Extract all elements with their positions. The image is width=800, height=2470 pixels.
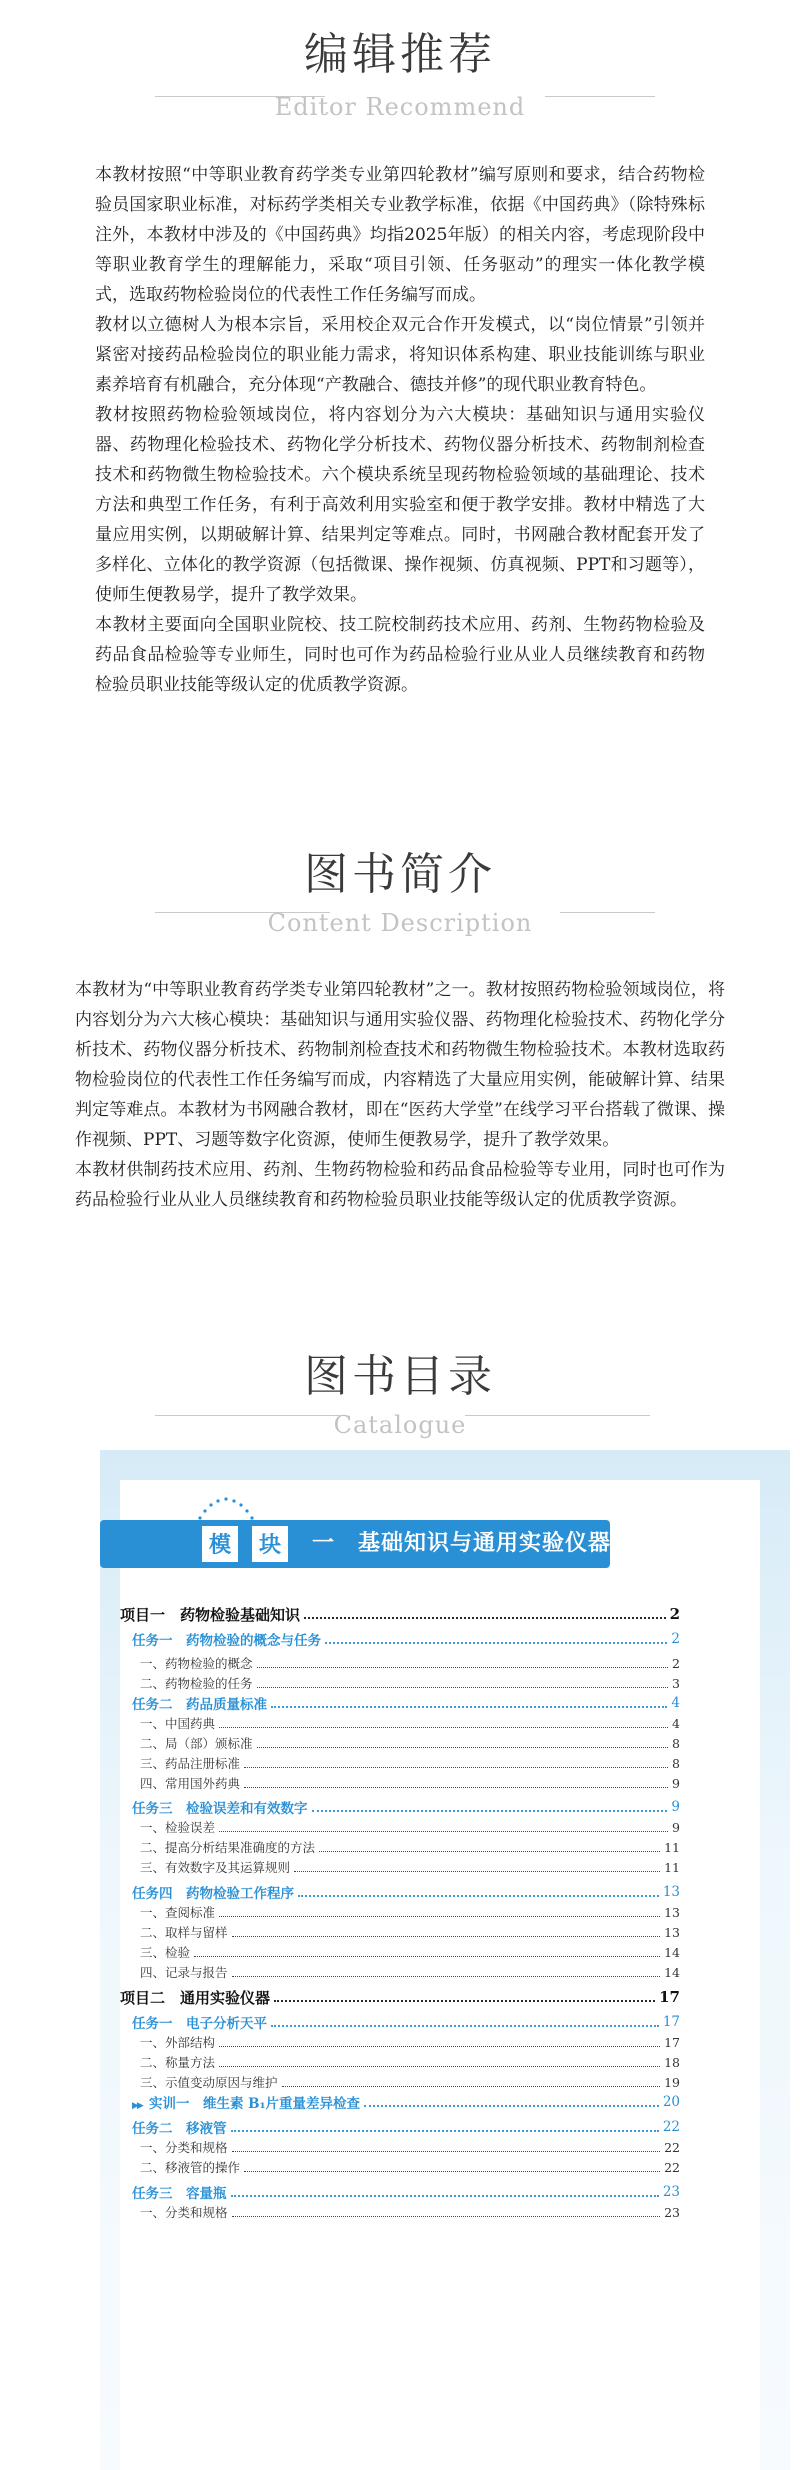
editor-recommend-text	[95, 160, 705, 700]
toc-page-number: 2	[672, 1655, 680, 1671]
toc-leader-dots	[232, 2216, 661, 2217]
toc-entry-label: 四、常用国外药典	[140, 1776, 241, 1791]
toc-page-number: 3	[672, 1675, 680, 1691]
toc-entry-label: 项目二 通用实验仪器	[120, 1988, 271, 2007]
toc-page-number: 13	[662, 1884, 680, 1900]
toc-leader-dots	[244, 1767, 668, 1768]
toc-entry-label: 一、分类和规格	[140, 2205, 228, 2220]
toc-entry	[120, 1771, 680, 1795]
toc-page-number: 4	[671, 1695, 680, 1711]
toc-leader-dots	[219, 1916, 660, 1917]
editor-paragraph: 本教材主要面向全国职业院校、技工院校制药技术应用、药剂、生物药物检验及药品食品检验等专业师生，同时也可作为药品检验行业从业人员继续教育和药物检验员职业技能等级认定的优质教学资源。	[95, 615, 705, 695]
toc-entry-label: 四、记录与报告	[140, 1965, 228, 1980]
decorative-dots-icon	[196, 1492, 256, 1522]
toc-entry-label: 任务二 药品质量标准	[132, 1697, 267, 1713]
toc-leader-dots	[219, 1831, 668, 1832]
toc-leader-dots	[257, 1687, 669, 1688]
toc-leader-dots	[231, 2195, 659, 2197]
toc-leader-dots	[219, 1727, 668, 1728]
toc-entry	[120, 1985, 680, 2009]
editor-paragraph: 教材以立德树人为根本宗旨，采用校企双元合作开发模式，以“岗位情景”引领并紧密对接药品检验岗位的职业能力需求，将知识体系构建、职业技能训练与职业素养培育有机融合，充分体现“产教融合、德技并修”的现代职业教育特色。	[95, 315, 705, 395]
toc-entry-label	[120, 2092, 360, 2112]
toc-entry-label: 二、取样与留样	[140, 1925, 228, 1940]
toc-page-number: 11	[664, 1859, 680, 1875]
catalogue-section-subtitle: Catalogue	[333, 1411, 467, 1439]
toc-entry-label: 一、查阅标准	[140, 1905, 216, 1920]
intro-section-subtitle: Content Description	[267, 909, 533, 937]
toc-page-number: 13	[664, 1924, 680, 1940]
double-arrow-icon: ▶▶	[132, 2101, 143, 2111]
toc-entry-label: 三、药品注册标准	[140, 1756, 241, 1771]
toc-leader-dots	[194, 1956, 660, 1957]
toc-entry	[120, 1627, 680, 1651]
toc-page-number: 9	[672, 1775, 680, 1791]
toc-entry-label: 三、有效数字及其运算规则	[140, 1860, 291, 1875]
toc-page-number: 18	[664, 2054, 680, 2070]
toc-entry	[120, 1855, 680, 1879]
toc-page-number: 20	[662, 2094, 680, 2110]
intro-section-title: 图书简介	[304, 849, 496, 900]
toc-entry-label: 项目一 药物检验基础知识	[120, 1605, 301, 1624]
toc-leader-dots	[294, 1871, 660, 1872]
toc-leader-dots	[257, 1747, 669, 1748]
toc-page-number: 23	[662, 2184, 680, 2200]
toc-leader-dots	[232, 1976, 661, 1977]
toc-entry-label: 三、检验	[140, 1945, 191, 1960]
toc-page-number: 17	[662, 2014, 680, 2030]
toc-entry-label: 三、示值变动原因与维护	[140, 2075, 278, 2090]
module-title: 一 基础知识与通用实验仪器	[312, 1531, 612, 1556]
toc-entry	[120, 2090, 680, 2114]
toc-page-number: 8	[672, 1735, 680, 1751]
editor-paragraph: 本教材按照“中等职业教育药学类专业第四轮教材”编写原则和要求，结合药物检验员国家职业标准，对标药学类相关专业教学标准，依据《中国药典》（除特殊标注外，本教材中涉及的《中国药典》均指2025年版）的相关内容，考虑现阶段中等职业教育学生的理解能力，采取“项目引领、任务驱动”的理实一体化教学模式，选取药物检验岗位的代表性工作任务编写而成。	[95, 165, 705, 305]
editor-section-subtitle: Editor Recommend	[274, 93, 526, 121]
editor-section-title: 编辑推荐	[304, 29, 496, 80]
toc-leader-dots	[232, 2151, 661, 2152]
toc-page-number: 23	[664, 2204, 680, 2220]
toc-entry-label: 二、药物检验的任务	[140, 1676, 253, 1691]
toc-leader-dots	[231, 2130, 659, 2132]
toc-entry-label: 一、中国药典	[140, 1716, 216, 1731]
toc-leader-dots	[219, 2046, 660, 2047]
toc-entry	[120, 1960, 680, 1984]
toc-page-number: 4	[672, 1715, 680, 1731]
toc-leader-dots	[271, 2025, 659, 2027]
toc-entry-label: 二、提高分析结果准确度的方法	[140, 1840, 316, 1855]
toc-leader-dots	[304, 1617, 666, 1619]
toc-leader-dots	[232, 1936, 661, 1937]
toc-page-number: 17	[659, 1988, 680, 2006]
toc-entry	[120, 2155, 680, 2179]
toc-leader-dots	[312, 1810, 668, 1812]
toc-entry	[120, 1602, 680, 1626]
toc-entry-text: 实训一 维生素 B₁片重量差异检查	[148, 2096, 361, 2112]
content-description-text	[75, 975, 725, 1215]
toc-entry-label: 任务一 电子分析天平	[132, 2016, 267, 2032]
toc-page-number: 22	[664, 2159, 680, 2175]
toc-leader-dots	[364, 2105, 659, 2107]
toc-page-number: 8	[672, 1755, 680, 1771]
toc-entry-label: 一、药物检验的概念	[140, 1656, 253, 1671]
toc-page-number: 19	[664, 2074, 680, 2090]
toc-leader-dots	[271, 1706, 667, 1708]
module-char-box: 模	[200, 1524, 240, 1564]
toc-page-number: 22	[662, 2119, 680, 2135]
toc-entry-label: 一、外部结构	[140, 2035, 216, 2050]
toc-entry-label: 一、分类和规格	[140, 2140, 228, 2155]
toc-entry-label: 任务二 移液管	[132, 2121, 227, 2137]
toc-entry-label: 二、称量方法	[140, 2055, 216, 2070]
toc-page-number: 17	[664, 2034, 680, 2050]
catalogue-section-title: 图书目录	[304, 1351, 496, 1402]
intro-paragraph: 本教材为“中等职业教育药学类专业第四轮教材”之一。教材按照药物检验领域岗位，将内容划分为六大核心模块：基础知识与通用实验仪器、药物理化检验技术、药物化学分析技术、药物仪器分析技术、药物制剂检查技术和药物微生物检验技术。本教材选取药物检验岗位的代表性工作任务编写而成，内容精选了大量应用实例，能破解计算、结果判定等难点。本教材为书网融合教材，即在“医药大学堂”在线学习平台搭载了微课、操作视频、PPT、习题等数字化资源，使师生便教易学，提升了教学效果。	[75, 980, 725, 1150]
toc-page-number: 14	[664, 1964, 680, 1980]
toc-page-number: 2	[671, 1631, 680, 1647]
toc-entry-label: 任务三 检验误差和有效数字	[132, 1801, 308, 1817]
toc-page-number: 13	[664, 1904, 680, 1920]
toc-leader-dots	[244, 1787, 668, 1788]
toc-page-number: 11	[664, 1839, 680, 1855]
toc-entry-label: 任务三 容量瓶	[132, 2186, 227, 2202]
toc-leader-dots	[319, 1851, 660, 1852]
editor-paragraph: 教材按照药物检验领域岗位，将内容划分为六大模块：基础知识与通用实验仪器、药物理化检验技术、药物化学分析技术、药物仪器分析技术、药物制剂检查技术和药物微生物检验技术。六个模块系统呈现药物检验领域的基础理论、技术方法和典型工作任务，有利于高效利用实验室和便于教学安排。教材中精选了大量应用实例，以期破解计算、结果判定等难点。同时，书网融合教材配套开发了多样化、立体化的教学资源（包括微课、操作视频、仿真视频、PPT和习题等），使师生便教易学，提升了教学效果。	[95, 405, 705, 605]
toc-leader-dots	[325, 1642, 667, 1644]
toc-leader-dots	[219, 2066, 660, 2067]
toc-page-number: 2	[669, 1605, 680, 1623]
intro-paragraph: 本教材供制药技术应用、药剂、生物药物检验和药品食品检验等专业用，同时也可作为药品检验行业从业人员继续教育和药物检验员职业技能等级认定的优质教学资源。	[75, 1160, 725, 1210]
toc-page-number: 9	[672, 1819, 680, 1835]
module-char-box: 块	[250, 1524, 290, 1564]
toc-leader-dots	[274, 2000, 655, 2002]
toc-page-number: 22	[664, 2139, 680, 2155]
toc-entry-label: 任务四 药物检验工作程序	[132, 1886, 294, 1902]
toc-leader-dots	[298, 1895, 659, 1897]
toc-entry-label: 任务一 药物检验的概念与任务	[132, 1633, 321, 1649]
toc-page-number: 9	[671, 1799, 680, 1815]
toc-entry-label: 二、局（部）颁标准	[140, 1736, 253, 1751]
toc-leader-dots	[244, 2171, 660, 2172]
toc-page-number: 14	[664, 1944, 680, 1960]
toc-entry-label: 一、检验误差	[140, 1820, 216, 1835]
toc-leader-dots	[257, 1667, 669, 1668]
toc-leader-dots	[282, 2086, 661, 2087]
toc-entry	[120, 2200, 680, 2224]
toc-entry-label: 二、移液管的操作	[140, 2160, 241, 2175]
